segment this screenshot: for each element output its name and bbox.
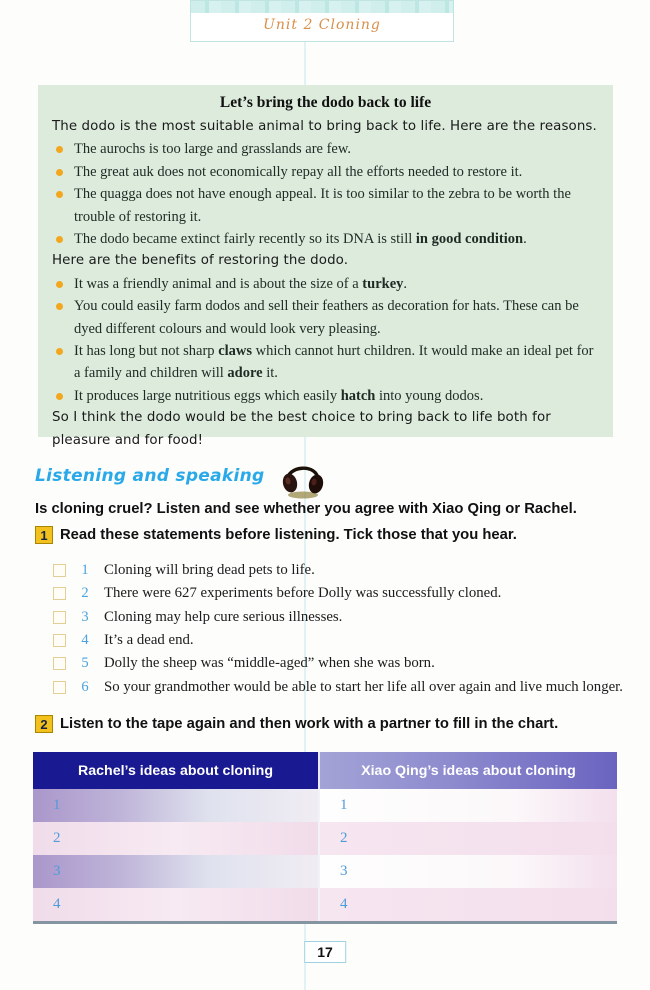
bullet-item bbox=[52, 161, 599, 183]
tick-checkbox[interactable] bbox=[53, 657, 66, 670]
statement-text: Cloning will bring dead pets to life. bbox=[104, 562, 315, 579]
dodo-reading-box bbox=[38, 85, 613, 448]
chart-header-rachel: Rachel’s ideas about cloning bbox=[33, 752, 320, 789]
statement-row bbox=[53, 582, 623, 605]
tick-checkbox[interactable] bbox=[53, 611, 66, 624]
chart-row bbox=[33, 888, 617, 921]
text-segment: . bbox=[523, 231, 527, 248]
text-segment: It was a friendly animal and is about the size of a bbox=[74, 275, 363, 292]
bullet-icon bbox=[56, 348, 63, 355]
text-segment: in good condition bbox=[415, 231, 524, 248]
text-segment: which cannot hurt children. It would make an ideal pet for a family and children will bbox=[74, 343, 594, 382]
text-segment: . bbox=[403, 275, 408, 292]
ideas-chart bbox=[33, 752, 617, 924]
bullet-item bbox=[52, 385, 599, 407]
chart-row-number: 4 bbox=[340, 896, 348, 912]
text-segment: It produces large nutritious eggs which easily bbox=[74, 387, 341, 404]
unit-title: Unit 2 Cloning bbox=[263, 17, 381, 33]
bullet-icon bbox=[56, 169, 63, 176]
exercise2-header bbox=[35, 715, 558, 733]
chart-cell-left-4[interactable] bbox=[33, 888, 320, 921]
chart-cell-right-1[interactable] bbox=[320, 789, 617, 822]
chart-row-number: 1 bbox=[340, 797, 348, 813]
text-segment: It has long but not sharp bbox=[74, 343, 219, 360]
statement-text: There were 627 experiments before Dolly was successfully cloned. bbox=[104, 585, 502, 602]
dodo-benefits-list bbox=[52, 273, 599, 407]
bullet-icon bbox=[56, 236, 63, 243]
text-segment: The great auk does not economically repay all the efforts needed to restore it. bbox=[74, 163, 523, 180]
text-segment: hatch bbox=[340, 387, 376, 404]
bullet-item bbox=[52, 340, 599, 385]
statement-row bbox=[53, 675, 623, 698]
dodo-box-title: Let’s bring the dodo back to life bbox=[219, 94, 432, 111]
chart-cell-right-4[interactable] bbox=[320, 888, 617, 921]
exercise1-header bbox=[35, 526, 517, 544]
bullet-item bbox=[52, 183, 599, 228]
chart-row bbox=[33, 789, 617, 822]
exercise2-number-badge: 2 bbox=[35, 715, 53, 733]
statement-number: 6 bbox=[81, 678, 89, 695]
chart-row-number: 1 bbox=[53, 797, 61, 813]
chart-header-row bbox=[33, 752, 617, 789]
chart-row-number: 3 bbox=[53, 863, 61, 879]
unit-header-strip bbox=[191, 1, 453, 13]
chart-row-number: 2 bbox=[53, 830, 61, 846]
statement-row bbox=[53, 559, 623, 582]
bullet-item bbox=[52, 138, 599, 160]
chart-cell-left-1[interactable] bbox=[33, 789, 320, 822]
statement-number: 3 bbox=[81, 608, 89, 625]
bullet-icon bbox=[56, 281, 63, 288]
bullet-item bbox=[52, 295, 599, 340]
text-segment: claws bbox=[218, 343, 253, 360]
statement-number: 1 bbox=[81, 562, 89, 579]
tick-checkbox[interactable] bbox=[53, 634, 66, 647]
headphones-icon bbox=[279, 458, 325, 505]
text-segment: it. bbox=[262, 365, 278, 382]
page-number: 17 bbox=[304, 941, 346, 963]
text-segment: You could easily farm dodos and sell their feathers as decoration for hats. These can be dyed different colours and would look very pleasing. bbox=[74, 298, 579, 337]
text-segment: The aurochs is too large and grasslands are few. bbox=[74, 141, 352, 158]
statement-row bbox=[53, 629, 623, 652]
listening-section-header bbox=[35, 458, 325, 505]
dodo-intro: The dodo is the most suitable animal to bring back to life. Here are the reasons. bbox=[52, 119, 597, 134]
bullet-item bbox=[52, 273, 599, 295]
tick-checkbox[interactable] bbox=[53, 681, 66, 694]
text-segment: The quagga does not have enough appeal. It is too similar to the zebra to be worth the trouble of restoring it. bbox=[74, 186, 571, 225]
exercise1-number-badge: 1 bbox=[35, 526, 53, 544]
statement-row bbox=[53, 606, 623, 629]
exercise1-instruction: Read these statements before listening. Tick those that you hear. bbox=[60, 527, 517, 543]
dodo-reasons-list bbox=[52, 138, 599, 250]
statements-list bbox=[53, 559, 623, 699]
statement-number: 5 bbox=[81, 655, 89, 672]
statement-text: Cloning may help cure serious illnesses. bbox=[104, 608, 343, 625]
statement-row bbox=[53, 652, 623, 675]
statement-text: Dolly the sheep was “middle-aged” when she was born. bbox=[104, 655, 435, 672]
chart-body bbox=[33, 789, 617, 921]
statement-text: So your grandmother would be able to start her life all over again and live much longer. bbox=[104, 678, 623, 695]
text-segment: The dodo became extinct fairly recently so its DNA is still bbox=[74, 231, 416, 248]
chart-row-number: 4 bbox=[53, 896, 61, 912]
text-segment: adore bbox=[227, 365, 263, 382]
bullet-icon bbox=[56, 146, 63, 153]
section-title: Listening and speaking bbox=[35, 466, 265, 486]
statement-number: 2 bbox=[81, 585, 89, 602]
bullet-icon bbox=[56, 393, 63, 400]
chart-cell-left-3[interactable] bbox=[33, 855, 320, 888]
chart-cell-right-2[interactable] bbox=[320, 822, 617, 855]
exercise2-instruction: Listen to the tape again and then work with a partner to fill in the chart. bbox=[60, 716, 559, 732]
dodo-conclusion: So I think the dodo would be the best choice to bring back to life both for pleasure and for food! bbox=[52, 410, 551, 448]
chart-header-xiaoqing: Xiao Qing’s ideas about cloning bbox=[320, 752, 617, 789]
statement-text: It’s a dead end. bbox=[104, 632, 194, 649]
bullet-icon bbox=[56, 191, 63, 198]
unit-header-box bbox=[190, 0, 454, 42]
tick-checkbox[interactable] bbox=[53, 564, 66, 577]
chart-row-number: 2 bbox=[340, 830, 348, 846]
tick-checkbox[interactable] bbox=[53, 587, 66, 600]
chart-cell-left-2[interactable] bbox=[33, 822, 320, 855]
text-segment: into young dodos. bbox=[375, 387, 484, 404]
listening-lead-question: Is cloning cruel? Listen and see whether you agree with Xiao Qing or Rachel. bbox=[35, 501, 577, 517]
bullet-item bbox=[52, 228, 599, 250]
text-segment: turkey bbox=[362, 275, 404, 292]
chart-row bbox=[33, 855, 617, 888]
bullet-icon bbox=[56, 303, 63, 310]
dodo-benefits-intro: Here are the benefits of restoring the dodo. bbox=[52, 253, 349, 269]
chart-cell-right-3[interactable] bbox=[320, 855, 617, 888]
statement-number: 4 bbox=[81, 632, 89, 649]
chart-row-number: 3 bbox=[340, 863, 348, 879]
chart-row bbox=[33, 822, 617, 855]
